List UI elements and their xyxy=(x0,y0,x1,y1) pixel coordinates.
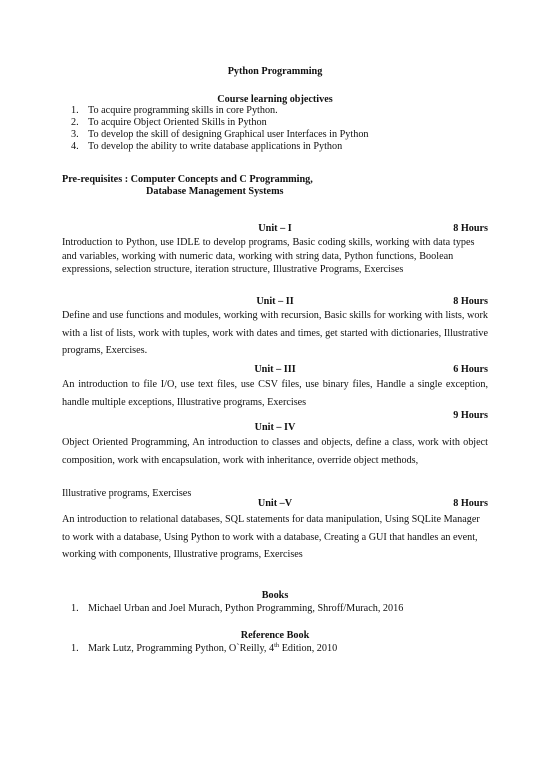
unit-4-content: Object Oriented Programming, An introduction to classes and objects, define a class, work with object composition, work with encapsulation, work with inheritance, override object methods, xyxy=(62,437,488,466)
unit-5-content: An introduction to relational databases, SQL statements for data manipulation, Using SQLite Manager to work with a database, Using Python to work with a database, Creating a GUI that handles an event, working with components, Illustrative programs, Exercises xyxy=(62,514,480,560)
unit-title: Unit – I xyxy=(258,223,292,234)
list-item: 4. To develop the ability to write database applications in Python xyxy=(71,141,343,152)
unit-title: Unit –V xyxy=(257,498,293,509)
unit-5-header xyxy=(62,498,488,511)
list-item: 3. To develop the skill of designing Graphical user Interfaces in Python xyxy=(71,129,369,140)
objectives-list xyxy=(62,105,488,153)
books-heading: Books xyxy=(261,590,289,601)
unit-hours: 8 Hours xyxy=(453,296,488,307)
unit-hours: 8 Hours xyxy=(453,223,488,234)
list-item: 1. Michael Urban and Joel Murach, Python Programming, Shroff/Murach, 2016 xyxy=(71,603,404,614)
course-title: Python Programming xyxy=(227,66,323,77)
prerequisites: Pre-requisites : Computer Concepts and C Programming, xyxy=(62,174,313,185)
unit-2-content: Define and use functions and modules, working with recursion, Basic skills for working with lists, work with a list of lists, work with tuples, work with dates and times, get started with dictionaries, Illustrative programs, Exercises. xyxy=(62,310,488,356)
books-list xyxy=(62,603,488,614)
unit-hours: 8 Hours xyxy=(453,498,488,509)
reference-list xyxy=(62,643,488,654)
unit-title: Unit – III xyxy=(254,364,296,375)
unit-title: Unit – II xyxy=(256,296,294,307)
unit-1-header xyxy=(62,223,488,236)
unit-1-content: Introduction to Python, use IDLE to develop programs, Basic coding skills, working with data types and variables, working with numeric data, working with string data, Python functions, Boolean expressions, selection structure, iteration structure, Illustrative Programs, Exercises xyxy=(62,237,475,275)
list-item: 1. To acquire programming skills in core Python. xyxy=(71,105,278,116)
unit-hours: 9 Hours xyxy=(453,410,488,421)
unit-hours: 6 Hours xyxy=(453,364,488,375)
unit-4-content-extra: Illustrative programs, Exercises xyxy=(62,488,192,499)
list-item: 1. Mark Lutz, Programming Python, O`Reilly, 4th Edition, 2010 xyxy=(71,642,338,654)
unit-3-content: An introduction to file I/O, use text files, use CSV files, use binary files, Handle a single exception, handle multiple exceptions, Illustrative programs, Exercises xyxy=(62,379,488,408)
objectives-heading: Course learning objectives xyxy=(217,94,333,105)
prerequisites-continued: Database Management Systems xyxy=(146,186,284,197)
unit-title: Unit – IV xyxy=(254,422,296,433)
reference-heading: Reference Book xyxy=(240,630,310,641)
list-item: 2. To acquire Object Oriented Skills in Python xyxy=(71,117,267,128)
